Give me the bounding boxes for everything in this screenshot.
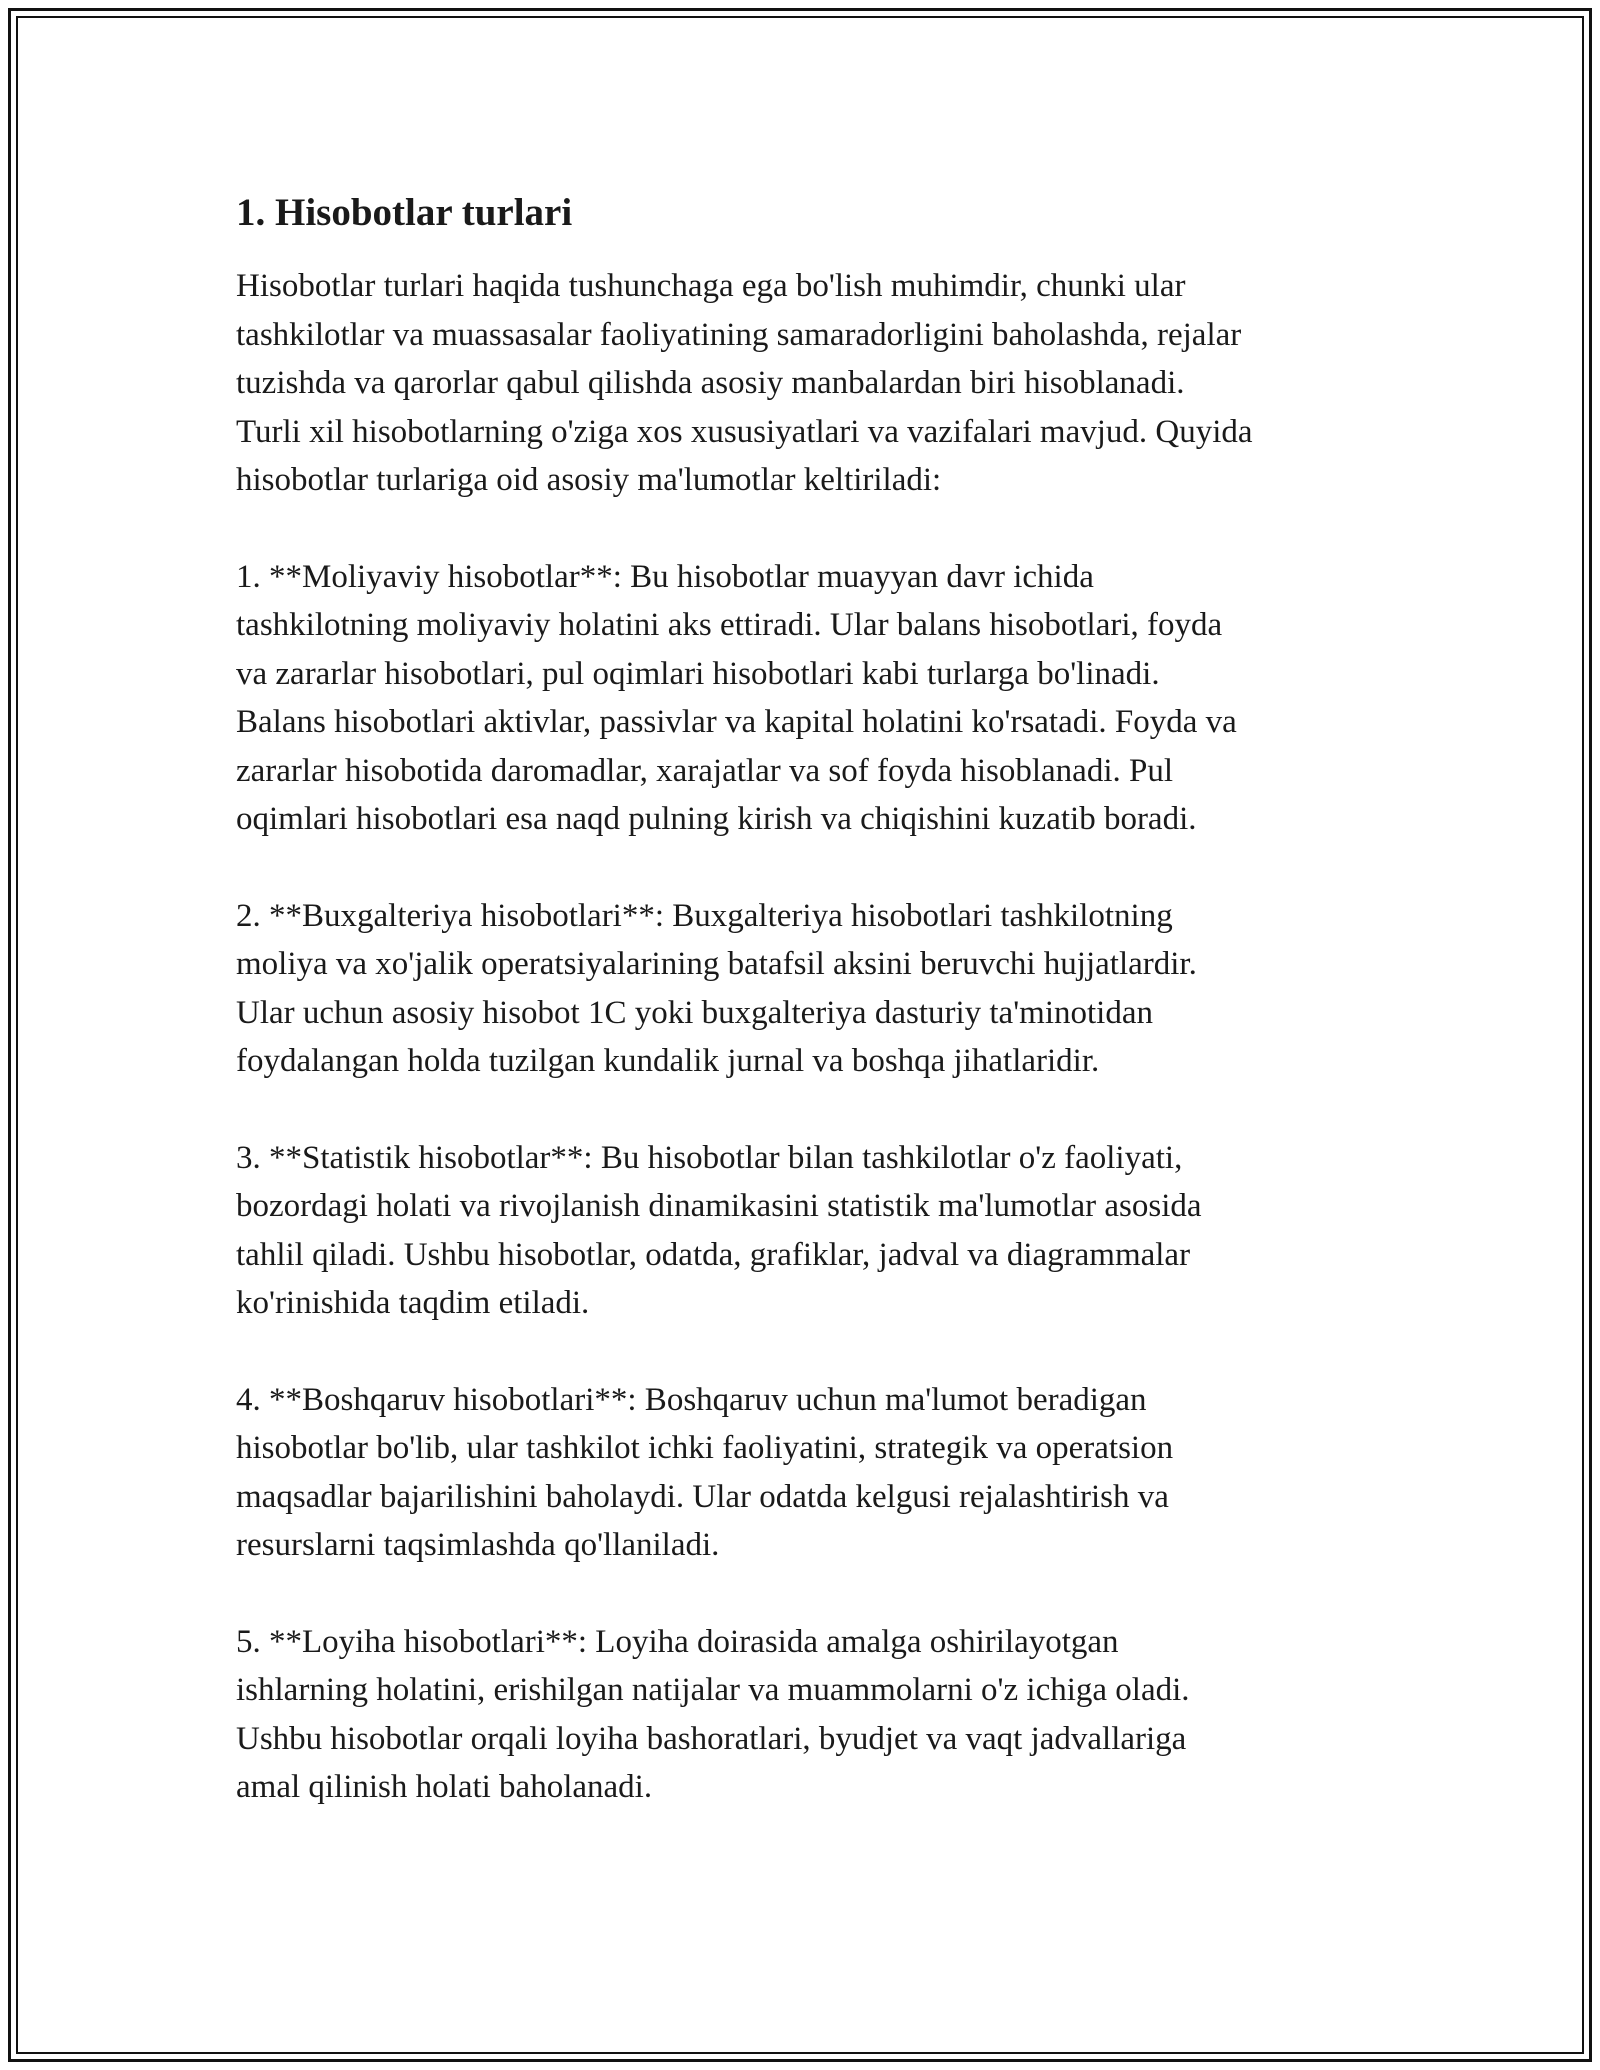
- list-item-financial-reports: [236, 553, 1376, 844]
- text-line: foydalangan holda tuzilgan kundalik jurnal va boshqa jihatlaridir.: [236, 1043, 1100, 1079]
- text-line: 5. **Loyiha hisobotlari**: Loyiha doirasida amalga oshirilayotgan: [236, 1623, 1119, 1660]
- text-line: tahlil qiladi. Ushbu hisobotlar, odatda, grafiklar, jadval va diagrammalar: [236, 1236, 1191, 1273]
- text-line: resurslarni taqsimlashda qo'llaniladi.: [236, 1527, 720, 1563]
- text-line: 1. **Moliyaviy hisobotlar**: Bu hisobotlar muayyan davr ichida: [236, 558, 1094, 595]
- text-line: 3. **Statistik hisobotlar**: Bu hisobotlar bilan tashkilotlar o'z faoliyati,: [236, 1139, 1183, 1176]
- text-line: hisobotlar bo'lib, ular tashkilot ichki faoliyatini, strategik va operatsion: [236, 1430, 1174, 1466]
- text-line: zararlar hisobotida daromadlar, xarajatlar va sof foyda hisoblanadi. Pul: [236, 752, 1174, 789]
- text-line: bozordagi holati va rivojlanish dinamikasini statistik ma'lumotlar asosida: [236, 1188, 1202, 1224]
- intro-paragraph: [236, 262, 1376, 505]
- text-line: tashkilotning moliyaviy holatini aks ettiradi. Ular balans hisobotlari, foyda: [236, 607, 1223, 643]
- text-line: ishlarning holatini, erishilgan natijalar va muammolarni o'z ichiga oladi.: [236, 1672, 1190, 1708]
- text-line: oqimlari hisobotlari esa naqd pulning kirish va chiqishini kuzatib boradi.: [236, 801, 1197, 837]
- text-line: Hisobotlar turlari haqida tushunchaga ega bo'lish muhimdir, chunki ular: [236, 268, 1186, 304]
- text-line: amal qilinish holati baholanadi.: [236, 1769, 653, 1805]
- text-line: 4. **Boshqaruv hisobotlari**: Boshqaruv uchun ma'lumot beradigan: [236, 1381, 1147, 1418]
- text-line: Ushbu hisobotlar orqali loyiha bashoratlari, byudjet va vaqt jadvallariga: [236, 1720, 1187, 1757]
- list-item-accounting-reports: [236, 892, 1376, 1086]
- text-line: Turli xil hisobotlarning o'ziga xos xususiyatlari va vazifalari mavjud. Quyida: [236, 413, 1253, 450]
- text-line: maqsadlar bajarilishini baholaydi. Ular odatda kelgusi rejalashtirish va: [236, 1478, 1169, 1515]
- list-item-statistical-reports: [236, 1134, 1376, 1328]
- text-line: Ular uchun asosiy hisobot 1C yoki buxgalteriya dasturiy ta'minotidan: [236, 994, 1153, 1031]
- text-line: ko'rinishida taqdim etiladi.: [236, 1285, 590, 1321]
- section-heading: 1. Hisobotlar turlari: [236, 191, 573, 234]
- text-line: Balans hisobotlari aktivlar, passivlar va kapital holatini ko'rsatadi. Foyda va: [236, 704, 1237, 740]
- list-item-management-reports: [236, 1376, 1376, 1570]
- text-line: 2. **Buxgalteriya hisobotlari**: Buxgalteriya hisobotlari tashkilotning: [236, 897, 1173, 934]
- text-line: hisobotlar turlariga oid asosiy ma'lumotlar keltiriladi:: [236, 462, 942, 498]
- text-line: tashkilotlar va muassasalar faoliyatining samaradorligini baholashda, rejalar: [236, 316, 1242, 353]
- list-item-project-reports: [236, 1618, 1376, 1812]
- document-body: [236, 186, 1376, 1860]
- text-line: va zararlar hisobotlari, pul oqimlari hisobotlari kabi turlarga bo'linadi.: [236, 655, 1160, 692]
- text-line: tuzishda va qarorlar qabul qilishda asosiy manbalardan biri hisoblanadi.: [236, 365, 1185, 401]
- text-line: moliya va xo'jalik operatsiyalarining batafsil aksini beruvchi hujjatlardir.: [236, 946, 1197, 982]
